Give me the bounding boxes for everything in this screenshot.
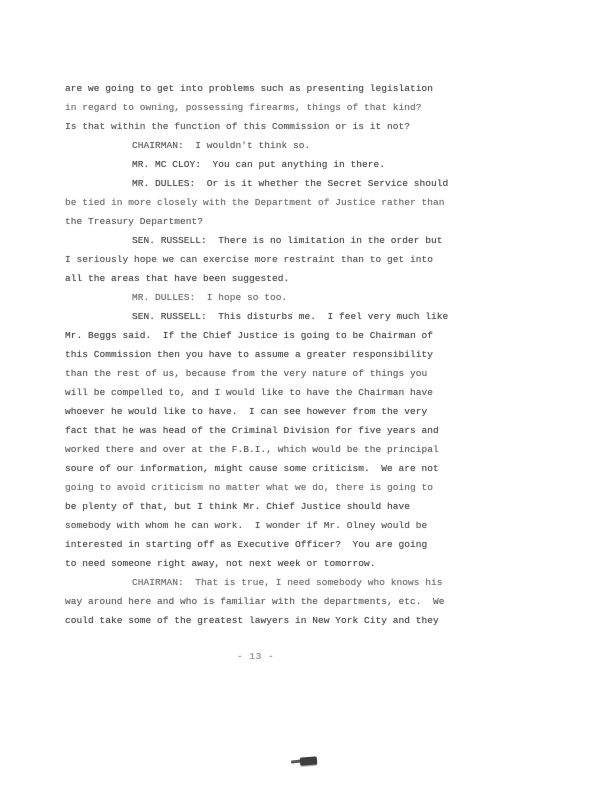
transcript-line: Mr. Beggs said. If the Chief Justice is going to be Chairman of (65, 330, 434, 341)
transcript-line: MR. DULLES: I hope so too. (132, 292, 288, 303)
transcript-line: in regard to owning, possessing firearms, things of that kind? (65, 102, 422, 113)
transcript-line: whoever he would like to have. I can see however from the very (65, 406, 428, 417)
transcript-line: fact that he was head of the Criminal Division for five years and (65, 425, 439, 436)
transcript-line: CHAIRMAN: That is true, I need somebody who knows his (132, 577, 443, 588)
ink-smudge-mark (291, 757, 318, 767)
page-number: - 13 - (237, 651, 275, 662)
transcript-line: I seriously hope we can exercise more restraint than to get into (65, 254, 434, 265)
transcript-line: SEN. RUSSELL: There is no limitation in the order but (132, 235, 443, 246)
transcript-line: are we going to get into problems such as presenting legislation (65, 83, 434, 94)
transcript-line: this Commission then you have to assume a greater responsibility (65, 349, 434, 360)
transcript-line: all the areas that have been suggested. (65, 273, 290, 284)
transcript-line: SEN. RUSSELL: This disturbs me. I feel very much like (132, 311, 449, 322)
transcript-line: going to avoid criticism no matter what we do, there is going to (65, 482, 434, 493)
transcript-line: MR. DULLES: Or is it whether the Secret Service should (132, 178, 449, 189)
transcript-line: MR. MC CLOY: You can put anything in there. (132, 159, 386, 170)
transcript-line: somebody with whom he can work. I wonder if Mr. Olney would be (65, 520, 428, 531)
transcript-line: be plenty of that, but I think Mr. Chief Justice should have (65, 501, 411, 512)
transcript-line: Is that within the function of this Commission or is it not? (65, 121, 411, 132)
transcript-line: than the rest of us, because from the very nature of things you (65, 368, 428, 379)
transcript-line: will be compelled to, and I would like to have the Chairman have (65, 387, 434, 398)
transcript-line: be tied in more closely with the Department of Justice rather than (65, 197, 445, 208)
transcript-line: way around here and who is familiar with the departments, etc. We (65, 596, 445, 607)
transcript-line: worked there and over at the F.B.I., which would be the principal (65, 444, 439, 455)
transcript-line: CHAIRMAN: I wouldn't think so. (132, 140, 311, 151)
transcript-line: interested in starting off as Executive Officer? You are going (65, 539, 428, 550)
transcript-line: soure of our information, might cause some criticism. We are not (65, 463, 439, 474)
transcript-body (65, 79, 555, 630)
transcript-line: the Treasury Department? (65, 216, 204, 227)
transcript-line: could take some of the greatest lawyers in New York City and they (65, 615, 439, 626)
transcript-line: to need someone right away, not next week or tomorrow. (65, 558, 376, 569)
